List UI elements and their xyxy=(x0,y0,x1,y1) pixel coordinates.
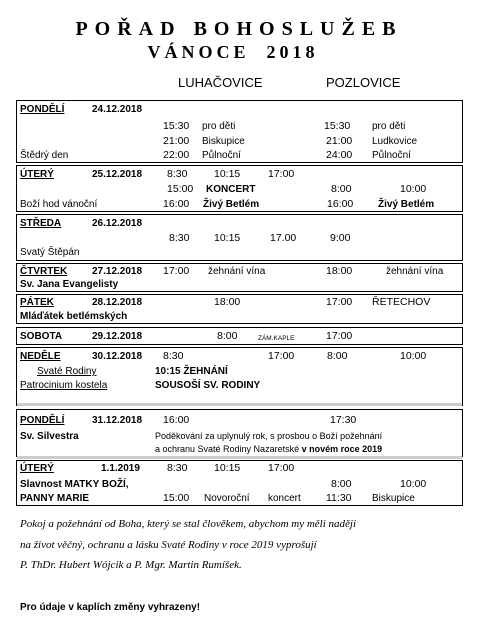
feast-name: Svaté Rodiny xyxy=(37,366,97,377)
time: 17:00 xyxy=(268,462,295,474)
note-text: a ochranu Svaté Rodiny Nazaretské xyxy=(155,444,302,454)
day-name: PONDĚLÍ xyxy=(20,415,65,426)
thanksgiving-note-line2 xyxy=(155,444,382,455)
location-name: ŘETECHOV xyxy=(372,296,431,308)
time: 18:00 xyxy=(214,296,241,308)
day-name: SOBOTA xyxy=(20,331,63,342)
time: 11:30 xyxy=(326,492,352,504)
time: 17:00 xyxy=(326,296,353,308)
location-pozlovice: POZLOVICE xyxy=(326,75,401,90)
feast-name: Svatý Štěpán xyxy=(20,247,80,258)
feast-name: Sv. Silvestra xyxy=(20,431,79,442)
separator-band xyxy=(17,456,462,459)
time: 8:00 xyxy=(217,330,238,342)
time: 17:00 xyxy=(268,168,295,180)
time: 24:00 xyxy=(326,149,353,161)
feast-name: PANNY MARIE xyxy=(20,493,90,504)
time: 8:00 xyxy=(331,478,352,490)
blessing-line1: Pokoj a požehnání od Boha, který se stal člověkem, abychom my měli naději xyxy=(20,518,357,530)
time: 10:15 xyxy=(214,168,241,180)
day-date: 1.1.2019 xyxy=(101,463,140,474)
time: 15:00 xyxy=(163,492,190,504)
blessing-label: 10:15 ŽEHNÁNÍ xyxy=(155,366,228,377)
day-name: ÚTERÝ xyxy=(20,463,54,474)
day-name: PONDĚLÍ xyxy=(20,104,65,115)
time: 22:00 xyxy=(163,149,190,161)
location-luhacovice: LUHAČOVICE xyxy=(178,75,263,90)
feast-name: Sv. Jana Evangelisty xyxy=(20,279,119,290)
thanksgiving-note-line1: Poděkování za uplynulý rok, s prosbou o Boží požehnání xyxy=(155,431,383,441)
time-desc: Půlnoční xyxy=(202,150,241,161)
day-date: 30.12.2018 xyxy=(92,351,143,362)
feast-name: Boží hod vánoční xyxy=(20,199,98,210)
day-name: NEDĚLE xyxy=(20,351,61,362)
separator-band xyxy=(17,403,462,406)
statue-label: SOUSOŠÍ SV. RODINY xyxy=(155,380,261,391)
time: 17:00 xyxy=(163,265,190,277)
chapel-label: ZÁM.KAPLE xyxy=(258,335,295,342)
feast-name: Štědrý den xyxy=(20,150,69,161)
nativity-label: Živý Betlém xyxy=(203,199,260,210)
blessing-signature: P. ThDr. Hubert Wójcik a P. Mgr. Martin Rumíšek. xyxy=(20,559,242,571)
time: 8:30 xyxy=(167,168,188,180)
title-line2: VÁNOCE 2018 xyxy=(147,42,319,62)
time: 21:00 xyxy=(326,135,353,147)
time: 10:00 xyxy=(400,183,427,195)
time-desc: pro děti xyxy=(202,121,236,132)
time: 8:00 xyxy=(327,350,348,362)
time-desc: Biskupice xyxy=(372,493,415,504)
day-name: ČTVRTEK xyxy=(20,266,68,277)
time: 17:00 xyxy=(326,330,353,342)
day-date: 31.12.2018 xyxy=(92,415,143,426)
time-desc: Ludkovice xyxy=(372,136,418,147)
block-saturday-29 xyxy=(16,327,463,345)
feast-name: Patrocinium kostela xyxy=(20,380,108,391)
footnote: Pro údaje v kaplích změny vyhrazeny! xyxy=(20,602,201,613)
time: 8:30 xyxy=(169,232,190,244)
time: 16:00 xyxy=(327,198,354,210)
time: 17.00 xyxy=(270,232,297,244)
day-name: ÚTERÝ xyxy=(20,169,54,180)
time: 8:00 xyxy=(331,183,352,195)
time-desc: Biskupice xyxy=(202,136,245,147)
time: 15:30 xyxy=(324,120,351,132)
day-date: 29.12.2018 xyxy=(92,331,143,342)
time-desc: žehnání vína xyxy=(386,266,444,277)
day-date: 26.12.2018 xyxy=(92,218,143,229)
day-name: STŘEDA xyxy=(20,218,62,229)
time-desc: pro děti xyxy=(372,121,406,132)
time: 10:15 xyxy=(214,232,241,244)
time-desc: žehnání vína xyxy=(208,266,266,277)
note-text-bold: v novém roce 2019 xyxy=(301,444,383,454)
time: 15:30 xyxy=(163,120,190,132)
time: 10:15 xyxy=(214,462,241,474)
blessing-line2: na život věčný, ochranu a lásku Svaté Rodiny v roce 2019 vyprošují xyxy=(20,539,317,551)
title-line1: POŘAD BOHOSLUŽEB xyxy=(75,18,403,40)
time: 8:30 xyxy=(167,462,188,474)
day-date: 27.12.2018 xyxy=(92,266,143,277)
time-desc: Novoroční xyxy=(204,493,250,504)
time: 16:00 xyxy=(163,198,190,210)
time: 18:00 xyxy=(326,265,353,277)
time: 9:00 xyxy=(330,232,351,244)
time: 10:00 xyxy=(400,350,427,362)
concert-label: KONCERT xyxy=(206,184,256,195)
time: 17:00 xyxy=(268,350,295,362)
time: 21:00 xyxy=(163,135,190,147)
nativity-label: Živý Betlém xyxy=(378,199,435,210)
time-desc: koncert xyxy=(268,493,301,504)
day-date: 28.12.2018 xyxy=(92,297,143,308)
time: 16:00 xyxy=(163,414,190,426)
day-date: 24.12.2018 xyxy=(92,104,143,115)
feast-name: Slavnost MATKY BOŽÍ, xyxy=(20,479,129,490)
day-name: PÁTEK xyxy=(20,297,54,308)
feast-name: Mláďátek betlémských xyxy=(20,311,128,322)
time: 8:30 xyxy=(163,350,184,362)
day-date: 25.12.2018 xyxy=(92,169,143,180)
time-desc: Půlnoční xyxy=(372,150,411,161)
time: 15:00 xyxy=(167,183,194,195)
time: 10:00 xyxy=(400,478,427,490)
time: 17:30 xyxy=(330,414,357,426)
